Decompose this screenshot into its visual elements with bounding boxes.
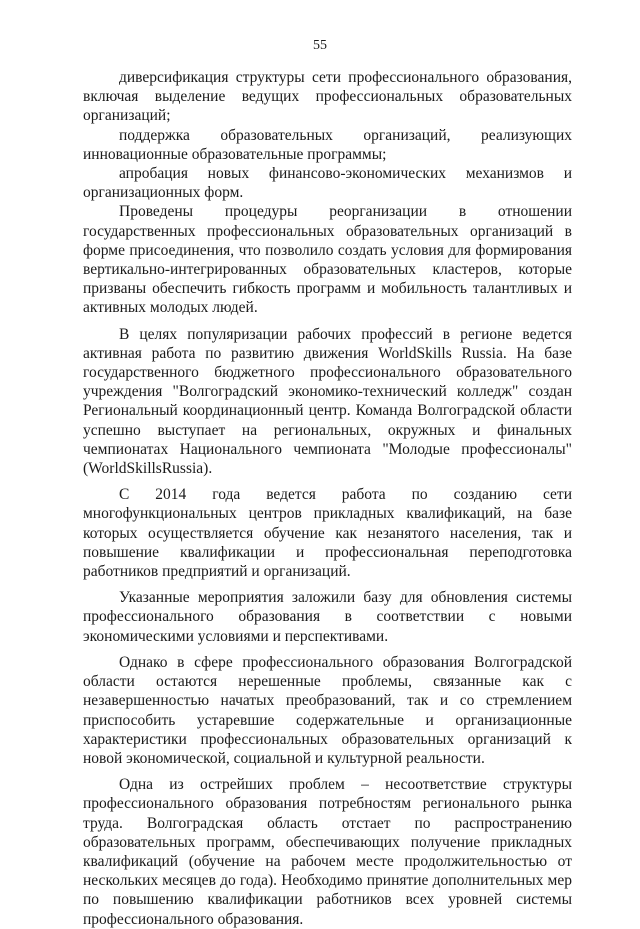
paragraph-qualification-centers: С 2014 года ведется работа по созданию сети многофункциональных центров прикладных квалификаций, на базе которых осуществляется обучение как незанятого населения, так и повышение квалификации и профессиональная переподготовка работников предприятий и организаций. <box>83 486 572 581</box>
paragraph-support: поддержка образовательных организаций, реализующих инновационные образовательные программы; <box>83 126 572 163</box>
paragraph-worldskills: В целях популяризации рабочих профессий в регионе ведется активная работа по развитию движения WorldSkills Russia. На базе государственного бюджетного профессионального образовательного учреждения "Волгоградский экономико-технический колледж" создан Региональный координационный центр. Команда Волгоградской области успешно выступает на региональных, окружных и финальных чемпионатах Национального чемпионата "Молодые профессионалы" (WorldSkillsRussia). <box>83 325 572 478</box>
document-body <box>83 68 572 929</box>
page-number: 55 <box>313 38 327 53</box>
paragraph-reorganization: Проведены процедуры реорганизации в отношении государственных профессиональных образовательных организаций в форме присоединения, что позволило создать условия для формирования вертикально-интегрированных образовательных кластеров, которые призваны обеспечить гибкость программ и мобильность талантливых и активных молодых людей. <box>83 203 572 317</box>
paragraph-diversification: диверсификация структуры сети профессионального образования, включая выделение ведущих профессиональных образовательных организаций; <box>83 69 572 125</box>
paragraph-approbation: апробация новых финансово-экономических механизмов и организационных форм. <box>83 165 572 202</box>
paragraph-basis: Указанные мероприятия заложили базу для обновления системы профессионального образования в соответствии с новыми экономическими условиями и перспективами. <box>83 589 572 645</box>
paragraph-problems: Однако в сфере профессионального образования Волгоградской области остаются нерешенные проблемы, связанные как с незавершенностью начатых преобразований, так и со стремлением приспособить устаревшие содержательные и организационные характеристики профессиональных образовательных организаций к новой экономической, социальной и культурной реальности. <box>83 653 572 767</box>
paragraph-labor-market: Одна из острейших проблем – несоответствие структуры профессионального образования потребностям регионального рынка труда. Волгоградская область отстает по распространению образовательных программ, обеспечивающих получение прикладных квалификаций (обучение на рабочем месте продолжительностью от нескольких месяцев до года). Необходимо принятие дополнительных мер по повышению квалификации работников всех уровней системы профессионального образования. <box>83 776 572 928</box>
